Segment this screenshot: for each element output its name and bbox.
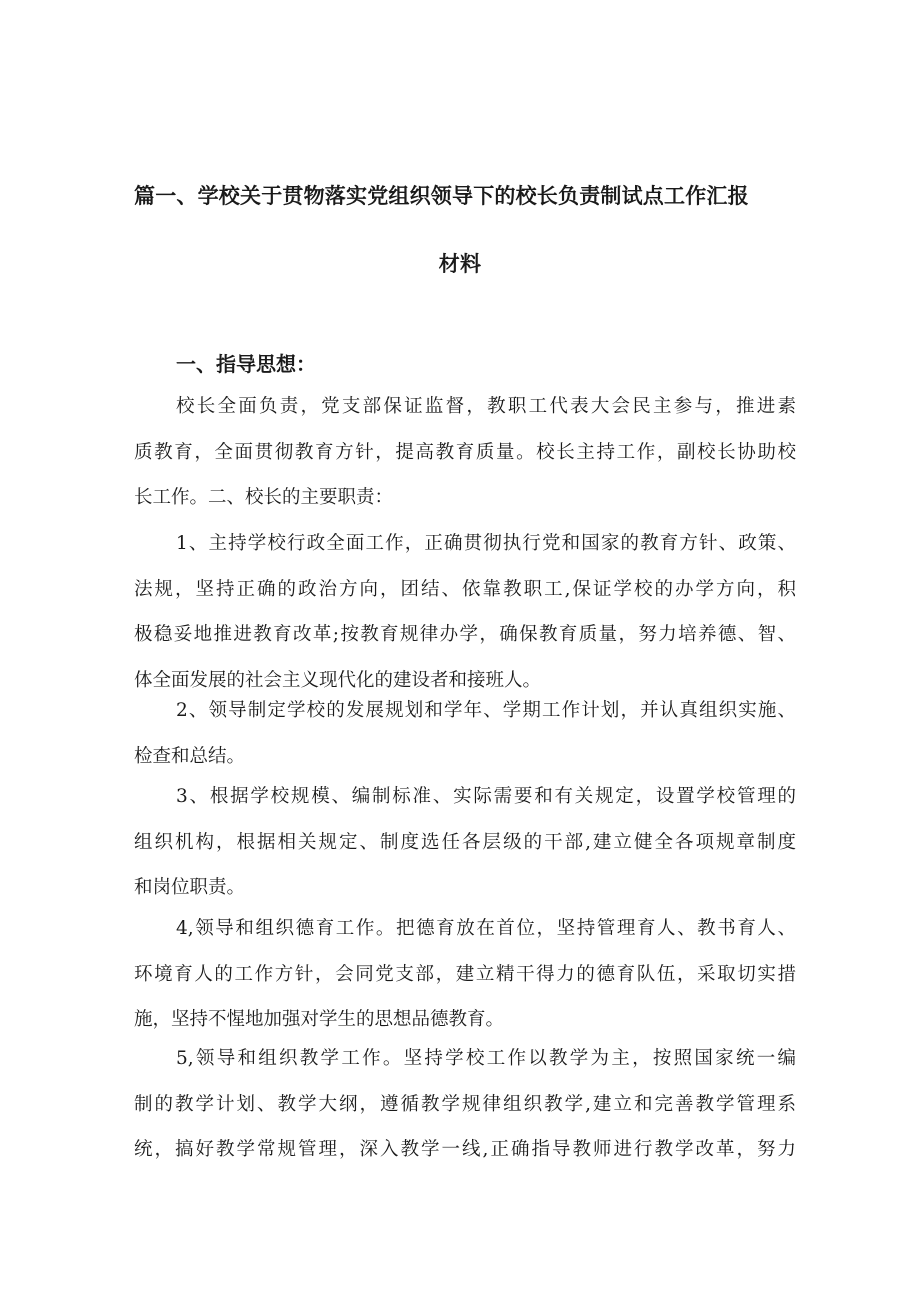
paragraph-line: 2、领导制定学校的发展规划和学年、学期工作计划，并认真组织实施、 — [176, 700, 796, 721]
paragraph-line: 1、主持学校行政全面工作，正确贯彻执行党和国家的教育方针、政策、 — [176, 533, 796, 554]
paragraph-line: 极稳妥地推进教育改革;按教育规律办学，确保教育质量，努力培养德、智、 — [134, 624, 796, 645]
paragraph-line: 校长全面负责，党支部保证监督，教职工代表大会民主参与，推进素 — [176, 396, 796, 417]
document-title-line-2: 材料 — [438, 252, 482, 276]
paragraph-line: 5,领导和组织教学工作。坚持学校工作以教学为主，按照国家统一编 — [176, 1048, 796, 1069]
document-title-line-1: 篇一、学校关于贯物落实党组织领导下的校长负责制试点工作汇报 — [134, 184, 749, 208]
paragraph-line: 体全面发展的社会主义现代化的建设者和接班人。 — [134, 669, 542, 691]
paragraph-duty-3 — [134, 774, 796, 911]
paragraph-duty-1 — [134, 521, 796, 703]
paragraph-line: 统，搞好教学常规管理，深入教学一线,正确指导教师进行教学改革，努力 — [134, 1139, 796, 1160]
paragraph-duty-4 — [134, 906, 796, 1043]
paragraph-line: 法规，坚持正确的政治方向，团结、依靠教职工,保证学校的办学方向，积 — [134, 578, 796, 600]
paragraph-line: 制的教学计划、教学大纲，遵循教学规律组织教学,建立和完善教学管理系 — [134, 1093, 796, 1115]
paragraph-line: 施，坚持不惺地加强对学生的思想品德教育。 — [134, 1009, 505, 1030]
paragraph-line: 质教育，全面贯彻教育方针，提高教育质量。校长主持工作，副校长协助校 — [134, 441, 796, 463]
paragraph-line: 4,领导和组织德育工作。把德育放在首位，坚持管理育人、教书育人、 — [176, 918, 796, 939]
section-heading: 一、指导思想： — [176, 352, 316, 376]
paragraph-line: 长工作。二、校长的主要职责： — [134, 487, 394, 508]
paragraph-line: 环境育人的工作方针，会同党支部，建立精干得力的德育队伍，采取切实措 — [134, 963, 796, 985]
paragraph-line: 组织机构，根据相关规定、制度选任各层级的干部,建立健全各项规章制度 — [134, 831, 796, 853]
paragraph-line: 3、根据学校规模、编制标准、实际需要和有关规定，设置学校管理的 — [176, 786, 796, 807]
paragraph-duty-5 — [134, 1036, 796, 1173]
paragraph-line: 检查和总结。 — [134, 745, 246, 767]
paragraph-duty-2 — [134, 688, 796, 779]
paragraph-guiding-ideology — [134, 384, 796, 521]
paragraph-line: 和岗位职责。 — [134, 877, 246, 898]
